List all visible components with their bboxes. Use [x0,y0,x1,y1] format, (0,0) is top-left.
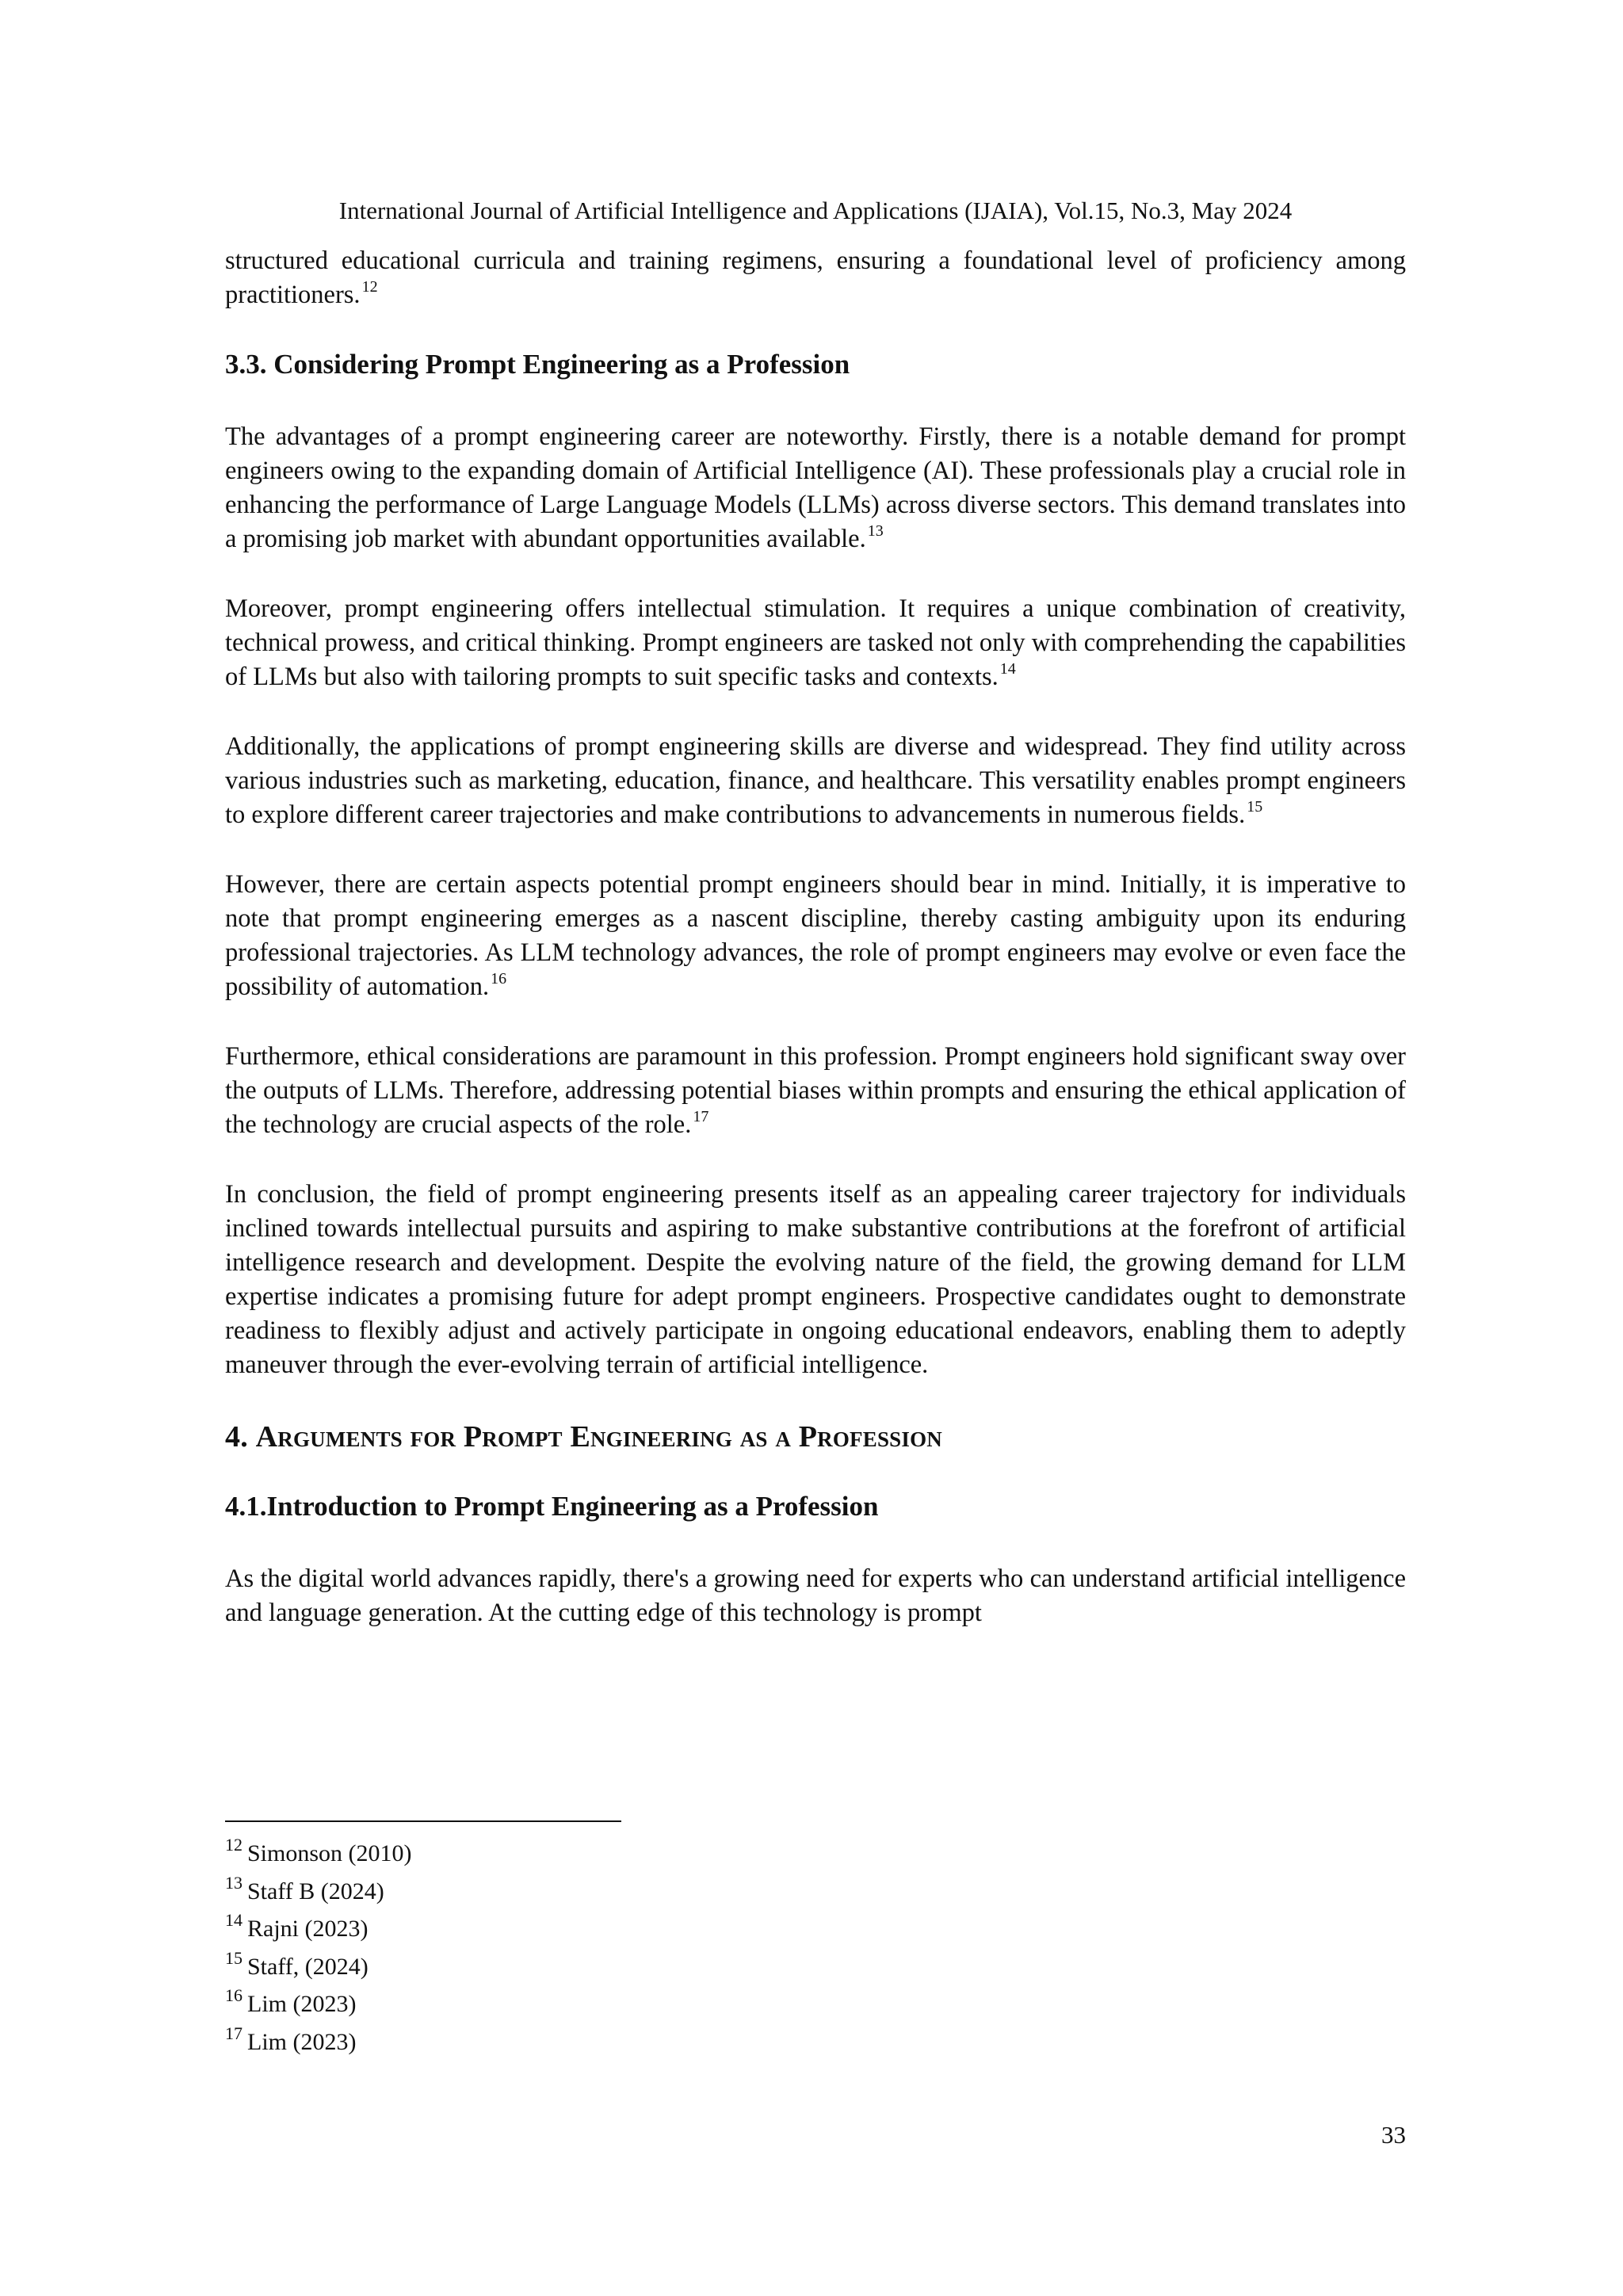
footnote-item [225,2023,938,2061]
paragraph-text: Moreover, prompt engineering offers intellectual stimulation. It requires a unique combination of creativity, technical prowess, and critical thinking. Prompt engineers are tasked not only with comprehending the capabilities of LLMs but also with tailoring prompts to suit specific tasks and contexts. [225,594,1406,691]
paragraph-conclusion [225,1178,1406,1382]
footnote-number: 14 [225,1910,242,1930]
paragraph-continuation [225,244,1406,312]
section-number: 4. [225,1420,248,1454]
paragraph-text: The advantages of a prompt engineering career are noteworthy. Firstly, there is a notable demand for prompt engineers owing to the expanding domain of Artificial Intelligence (AI). These professionals play a crucial role in enhancing the performance of Large Language Models (LLMs) across diverse sectors. This demand translates into a promising job market with abundant opportunities available. [225,422,1406,553]
footnote-number: 17 [225,2023,242,2043]
section-heading-4 [225,1418,1406,1456]
paragraph-text: In conclusion, the field of prompt engineering presents itself as an appealing career trajectory for individuals inclined towards intellectual pursuits and aspiring to make substantive contributions at the forefront of artificial intelligence research and development. Despite the evolving nature of the field, the growing demand for LLM expertise indicates a promising future for adept prompt engineers. Prospective candidates ought to demonstrate readiness to flexibly adjust and actively participate in ongoing educational endeavors, enabling them to adeptly maneuver through the ever-evolving terrain of artificial intelligence. [225,1180,1406,1379]
footnote-ref: 12 [361,278,378,296]
footnote-text: Lim (2023) [247,2028,357,2055]
footnote-ref: 14 [999,660,1016,678]
paragraph-introduction [225,1562,1406,1630]
footnote-list [225,1835,938,2061]
paragraph-ethics [225,1040,1406,1142]
paragraph-text: As the digital world advances rapidly, there's a growing need for experts who can understand artificial intelligence and language generation. At the cutting edge of this technology is prompt [225,1564,1406,1627]
paragraph-intellectual-stimulation [225,592,1406,694]
footnote-ref: 17 [693,1108,709,1125]
paragraph-considerations [225,868,1406,1004]
footnote-number: 15 [225,1947,242,1968]
footnote-item [225,1985,938,2023]
paragraph-text: Additionally, the applications of prompt engineering skills are diverse and widespread. They find utility across various industries such as marketing, education, finance, and healthcare. This versatility enables prompt engineers to explore different career trajectories and make contributions to advancements in numerous fields. [225,732,1406,829]
running-header: International Journal of Artificial Intelligence and Applications (IJAIA), Vol.15, No.3, May 2024 [338,197,1293,224]
paragraph-text: However, there are certain aspects potential prompt engineers should bear in mind. Initially, it is imperative to note that prompt engineering emerges as a nascent discipline, thereby casting ambiguity upon its enduring professional trajectories. As LLM technology advances, the role of prompt engineers may evolve or even face the possibility of automation. [225,870,1406,1001]
subsection-heading-3-3: 3.3. Considering Prompt Engineering as a Profession [225,349,850,380]
footnote-item [225,1948,938,1986]
paragraph-text: structured educational curricula and training regimens, ensuring a foundational level of proficiency among practitioners. [225,246,1406,309]
footnote-text: Staff B (2024) [247,1878,384,1904]
body-text [225,244,1406,1666]
footnote-item [225,1873,938,1911]
footnote-item [225,1910,938,1948]
footnote-ref: 16 [491,970,507,988]
page-number: 33 [1381,2121,1406,2149]
paragraph-text: Furthermore, ethical considerations are paramount in this profession. Prompt engineers hold significant sway over the outputs of LLMs. Therefore, addressing potential biases within prompts and ensuring the ethical application of the technology are crucial aspects of the role. [225,1042,1406,1139]
paragraph-applications [225,730,1406,832]
footnote-ref: 13 [867,522,884,540]
footnote-ref: 15 [1247,798,1263,816]
paragraph-advantages [225,420,1406,556]
subsection-heading-4-1: 4.1.Introduction to Prompt Engineering as a Profession [225,1491,879,1522]
footnote-text: Simonson (2010) [247,1840,412,1866]
footnote-separator [225,1820,621,1822]
section-title: Arguments for Prompt Engineering as a Profession [255,1420,942,1454]
footnote-number: 16 [225,1985,242,2005]
footnote-text: Staff, (2024) [247,1953,369,1980]
footnote-text: Lim (2023) [247,1991,357,2017]
footnote-item [225,1835,938,1873]
footnote-text: Rajni (2023) [247,1916,369,1942]
footnote-number: 13 [225,1872,242,1893]
footnote-number: 12 [225,1835,242,1855]
